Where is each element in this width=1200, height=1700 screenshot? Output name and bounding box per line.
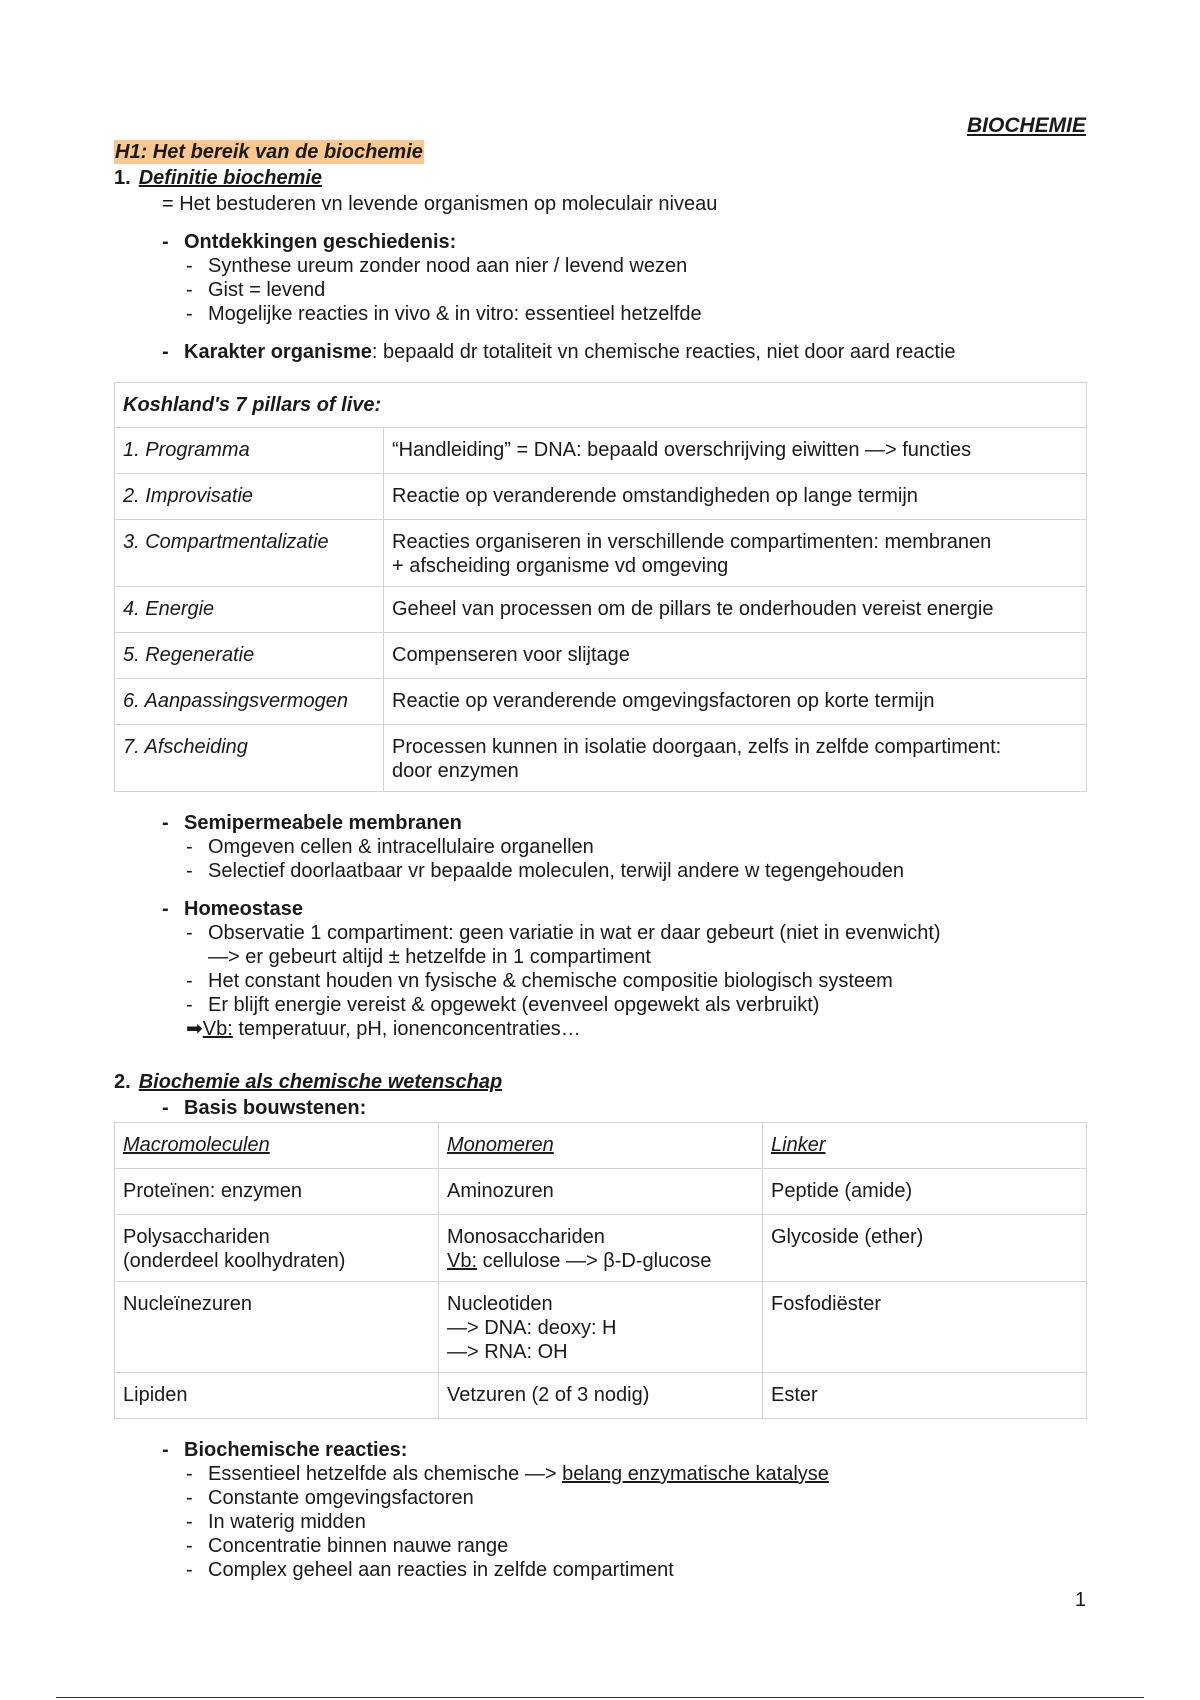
list-item: - Gist = levend (186, 279, 326, 301)
table-cell: Lipiden (115, 1373, 439, 1419)
example-line (186, 1017, 581, 1041)
list-item-text: Observatie 1 compartiment: geen variatie in wat er daar gebeurt (niet in evenwicht) (208, 922, 941, 944)
column-header: Macromoleculen (115, 1123, 439, 1169)
list-item-text: Concentratie binnen nauwe range (208, 1535, 509, 1557)
section-1-heading (114, 166, 322, 190)
arrow-right-icon: ➡ (186, 1018, 203, 1040)
pillar-name: 1. Programma (115, 428, 384, 474)
table-row (115, 725, 1087, 792)
list-item: - Er blijft energie vereist & opgewekt (evenveel opgewekt als verbruikt) (186, 994, 820, 1016)
list-item-text: Het constant houden vn fysische & chemische compositie biologisch systeem (208, 970, 893, 992)
table-cell: Peptide (amide) (763, 1169, 1087, 1215)
list-item: - Het constant houden vn fysische & chemische compositie biologisch systeem (186, 970, 893, 992)
table-row (115, 633, 1087, 679)
table-row (115, 587, 1087, 633)
building-blocks-heading: - Basis bouwstenen: (162, 1097, 367, 1119)
list-item: - Synthese ureum zonder nood aan nier / levend wezen (186, 255, 688, 277)
character-text: : bepaald dr totaliteit vn chemische reacties, niet door aard reactie (371, 341, 956, 363)
example-label: Vb: (447, 1250, 478, 1272)
list-item: - Omgeven cellen & intracellulaire organellen (186, 836, 594, 858)
table-row (115, 679, 1087, 725)
pillar-desc: Geheel van processen om de pillars te onderhouden vereist energie (384, 587, 1087, 633)
building-blocks-title: Basis bouwstenen: (184, 1097, 367, 1119)
cell-line: Polysacchariden (123, 1226, 270, 1248)
homeostasis-title: Homeostase (184, 898, 303, 920)
section-2-number: 2. (114, 1071, 131, 1093)
pillars-title: Koshland's 7 pillars of live: (115, 383, 1087, 428)
table-cell: Ester (763, 1373, 1087, 1419)
membranes-heading: - Semipermeabele membranen (162, 812, 462, 834)
homeostasis-heading: - Homeostase (162, 898, 303, 920)
table-row (115, 520, 1087, 587)
table-row (115, 474, 1087, 520)
table-cell: Nucleïnezuren (115, 1282, 439, 1373)
list-item: - Mogelijke reacties in vivo & in vitro: essentieel hetzelfde (186, 303, 702, 325)
table-cell (439, 1282, 763, 1373)
column-header: Linker (763, 1123, 1087, 1169)
footer-divider (56, 1697, 1144, 1698)
example-text: cellulose —> β-D-glucose (477, 1250, 712, 1272)
section-1-title: Definitie biochemie (138, 167, 323, 189)
pillar-desc-line: door enzymen (392, 760, 519, 782)
list-item-text: Gist = levend (208, 279, 326, 301)
table-cell: Proteïnen: enzymen (115, 1169, 439, 1215)
pillar-name: 5. Regeneratie (115, 633, 384, 679)
table-row (115, 1169, 1087, 1215)
pillar-desc: Reactie op veranderende omstandigheden op lange termijn (384, 474, 1087, 520)
building-blocks-table (114, 1122, 1087, 1419)
list-item-continuation: —> er gebeurt altijd ± hetzelfde in 1 compartiment (208, 946, 651, 968)
character-line: - Karakter organisme: bepaald dr totaliteit vn chemische reacties, niet door aard reactie (162, 341, 956, 363)
character-label: Karakter organisme (184, 341, 372, 363)
pillar-desc: Compenseren voor slijtage (384, 633, 1087, 679)
pillar-desc-line: Reacties organiseren in verschillende compartimenten: membranen (392, 531, 992, 553)
pillars-table (114, 382, 1087, 792)
table-cell (115, 1215, 439, 1282)
subject-title: BIOCHEMIE (966, 114, 1086, 137)
pillar-name: 7. Afscheiding (115, 725, 384, 792)
example-label: Vb: (202, 1018, 233, 1040)
enzymatic-catalysis-text: belang enzymatische katalyse (562, 1463, 829, 1485)
list-item-text: In waterig midden (208, 1511, 366, 1533)
membranes-title: Semipermeabele membranen (184, 812, 462, 834)
example-text: temperatuur, pH, ionenconcentraties… (232, 1018, 581, 1040)
pillar-name: 3. Compartmentalizatie (115, 520, 384, 587)
list-item: - Concentratie binnen nauwe range (186, 1535, 509, 1557)
cell-line: Monosacchariden (447, 1226, 605, 1248)
list-item: - Constante omgevingsfactoren (186, 1487, 474, 1509)
section-2-title: Biochemie als chemische wetenschap (138, 1071, 503, 1093)
list-item: - In waterig midden (186, 1511, 366, 1533)
list-item-text: Er blijft energie vereist & opgewekt (evenveel opgewekt als verbruikt) (208, 994, 820, 1016)
list-item: - Selectief doorlaatbaar vr bepaalde moleculen, terwijl andere w tegengehouden (186, 860, 905, 882)
table-cell (439, 1215, 763, 1282)
column-header: Monomeren (439, 1123, 763, 1169)
pillar-desc: “Handleiding” = DNA: bepaald overschrijving eiwitten —> functies (384, 428, 1087, 474)
page-number: 1 (1074, 1589, 1086, 1611)
table-row (115, 1373, 1087, 1419)
pillar-desc-line: + afscheiding organisme vd omgeving (392, 555, 729, 577)
pillar-desc-line: Processen kunnen in isolatie doorgaan, zelfs in zelfde compartiment: (392, 736, 1002, 758)
discoveries-title: Ontdekkingen geschiedenis: (184, 231, 457, 253)
table-row (115, 1282, 1087, 1373)
pillar-name: 4. Energie (115, 587, 384, 633)
list-item-text: Complex geheel aan reacties in zelfde compartiment (208, 1559, 674, 1581)
list-item: - Complex geheel aan reacties in zelfde compartiment (186, 1559, 674, 1581)
list-item-text: Constante omgevingsfactoren (208, 1487, 474, 1509)
table-cell: Fosfodiëster (763, 1282, 1087, 1373)
pillar-name: 2. Improvisatie (115, 474, 384, 520)
table-cell: Aminozuren (439, 1169, 763, 1215)
reactions-title: Biochemische reacties: (184, 1439, 408, 1461)
pillar-name: 6. Aanpassingsvermogen (115, 679, 384, 725)
definition-line: = Het bestuderen vn levende organismen op moleculair niveau (162, 193, 718, 215)
table-row (115, 1215, 1087, 1282)
chapter-heading: H1: Het bereik van de biochemie (115, 141, 423, 163)
list-item-text: Mogelijke reacties in vivo & in vitro: essentieel hetzelfde (208, 303, 702, 325)
table-cell: Glycoside (ether) (763, 1215, 1087, 1282)
list-item-text: Synthese ureum zonder nood aan nier / levend wezen (208, 255, 688, 277)
list-item: - Observatie 1 compartiment: geen variatie in wat er daar gebeurt (niet in evenwicht) (186, 922, 941, 944)
discoveries-heading: - Ontdekkingen geschiedenis: (162, 231, 457, 253)
cell-line: (onderdeel koolhydraten) (123, 1250, 346, 1272)
list-item-text: Selectief doorlaatbaar vr bepaalde moleculen, terwijl andere w tegengehouden (208, 860, 905, 882)
list-item: - Essentieel hetzelfde als chemische —> belang enzymatische katalyse (186, 1463, 829, 1485)
table-row (115, 428, 1087, 474)
section-2-heading (114, 1070, 502, 1094)
list-item-text: Omgeven cellen & intracellulaire organellen (208, 836, 594, 858)
cell-line (447, 1249, 754, 1273)
reactions-heading: - Biochemische reacties: (162, 1439, 408, 1461)
table-header-row (115, 1123, 1087, 1169)
cell-line: —> DNA: deoxy: H (447, 1317, 617, 1339)
list-item-text: Essentieel hetzelfde als chemische —> (208, 1463, 563, 1485)
table-cell: Vetzuren (2 of 3 nodig) (439, 1373, 763, 1419)
pillar-desc: Reactie op veranderende omgevingsfactoren op korte termijn (384, 679, 1087, 725)
pillar-desc (384, 725, 1087, 792)
section-1-number: 1. (114, 167, 131, 189)
cell-line: Nucleotiden (447, 1293, 553, 1315)
pillar-desc (384, 520, 1087, 587)
cell-line: —> RNA: OH (447, 1341, 568, 1363)
